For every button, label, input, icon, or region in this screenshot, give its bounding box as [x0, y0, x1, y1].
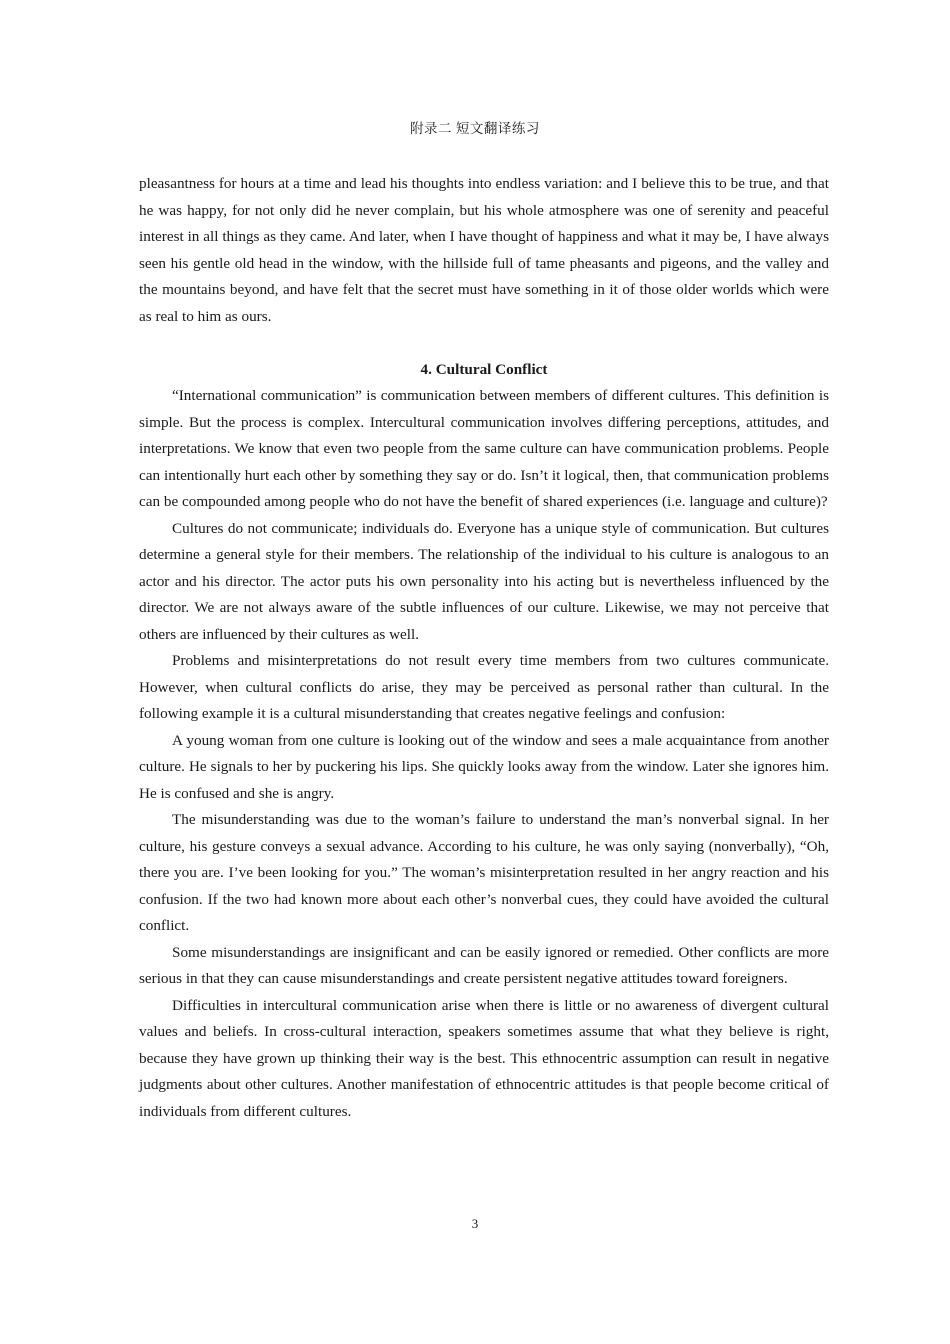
body-paragraph: Some misunderstandings are insignificant and can be easily ignored or remedied. Other conflicts are more serious in that they can cause misunderstandings and create persistent negative attitudes toward foreigners.: [139, 943, 829, 987]
page-number: 3: [471, 1216, 479, 1231]
body-paragraph: “International communication” is communication between members of different cultures. This definition is simple. But the process is complex. Intercultural communication involves differing perceptions, attitudes, and interpretations. We know that even two people from the same culture can have communication problems. People can intentionally hurt each other by something they say or do. Isn’t it logical, then, that communication problems can be compounded among people who do not have the benefit of shared experiences (i.e. language and culture)?: [139, 387, 829, 510]
document-body: [139, 171, 829, 1125]
section-title: 4. Cultural Conflict: [420, 360, 548, 378]
body-paragraph: Problems and misinterpretations do not result every time members from two cultures communicate. However, when cultural conflicts do arise, they may be perceived as personal rather than cultural. In the following example it is a cultural misunderstanding that creates negative feelings and confusion:: [139, 652, 829, 722]
body-paragraph: Cultures do not communicate; individuals do. Everyone has a unique style of communication. But cultures determine a general style for their members. The relationship of the individual to his culture is analogous to an actor and his director. The actor puts his own personality into his acting but is nevertheless influenced by the director. We are not always aware of the subtle influences of our culture. Likewise, we may not perceive that others are influenced by their cultures as well.: [139, 519, 829, 643]
continuation-paragraph: pleasantness for hours at a time and lead his thoughts into endless variation: and I believe this to be true, and that he was happy, for not only did he never complain, but his whole atmosphere was one of serenity and peaceful interest in all things as they came. And later, when I have thought of happiness and what it may be, I have always seen his gentle old head in the window, with the hillside full of tame pheasants and pigeons, and the valley and the mountains beyond, and have felt that the secret must have something in it of those older worlds which were as real to him as ours.: [139, 175, 829, 325]
running-header: 附录二 短文翻译练习: [410, 121, 540, 136]
body-paragraph: Difficulties in intercultural communication arise when there is little or no awareness of divergent cultural values and beliefs. In cross-cultural interaction, speakers sometimes assume that what they believe is right, because they have grown up thinking their way is the best. This ethnocentric assumption can result in negative judgments about other cultures. Another manifestation of ethnocentric attitudes is that people become critical of individuals from different cultures.: [139, 996, 829, 1120]
body-paragraph: A young woman from one culture is looking out of the window and sees a male acquaintance from another culture. He signals to her by puckering his lips. She quickly looks away from the window. Later she ignores him. He is confused and she is angry.: [139, 731, 829, 802]
body-paragraph: The misunderstanding was due to the woman’s failure to understand the man’s nonverbal signal. In her culture, his gesture conveys a sexual advance. According to his culture, he was only saying (nonverbally), “Oh, there you are. I’ve been looking for you.” The woman’s misinterpretation resulted in her angry reaction and his confusion. If the two had known more about each other’s nonverbal cues, they could have avoided the cultural conflict.: [139, 811, 829, 934]
